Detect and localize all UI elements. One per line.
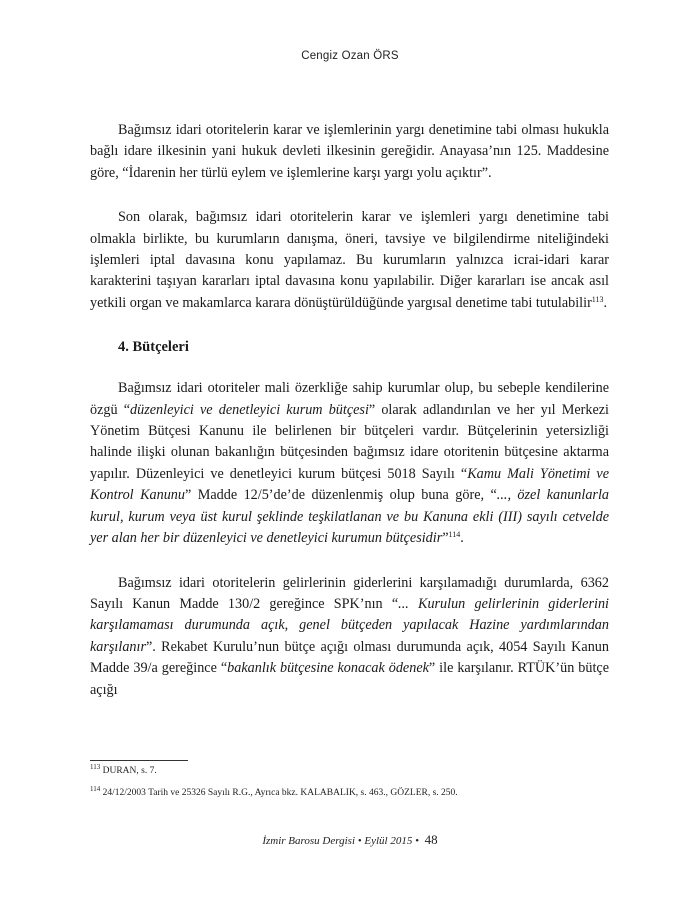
footnote-114 <box>90 787 609 799</box>
text-run: ” Madde 12/5’de’de düzenlenmiş olup buna göre, “ <box>185 487 497 504</box>
text-run: Bağımsız idari otoritelerin gelirlerinin giderlerini karşılamadığı durumlarda, 6362 Sayılı Kanun Madde 130/2 gereğince SPK’nın “ <box>90 574 609 612</box>
paragraph-budget-deficit <box>90 573 609 701</box>
text-run: ”. Rekabet Kurulu’nun bütçe açığı olması durumunda açık, 4054 Sayılı Kanun Madde 39/a gereğince “ <box>90 638 609 677</box>
main-text <box>90 120 609 724</box>
text-run: ” ile karşılanır. RTÜK’ün bütçe açığı <box>90 660 609 698</box>
author-name: Cengiz Ozan ÖRS <box>301 50 399 62</box>
text-run: ” <box>442 530 449 547</box>
footnote-text: 24/12/2003 Tarih ve 25326 Sayılı R.G., Ayrıca bkz. KALABALIK, s. 463., GÖZLER, s. 250. <box>100 788 458 798</box>
running-header <box>0 50 700 62</box>
italic-run: Kamu Mali Yönetimi ve Kontrol Kanunu <box>90 465 609 504</box>
paragraph-advisory-acts: Son olarak, bağımsız idari otoritelerin karar ve işlemleri yargı denetimine tabi olmakla birlikte, bu kurumların danışma, öneri, tavsiye ve bilgilendirme niteliğindeki işlemleri iptal davasına konu yapılamaz. Bu kurumların yalnızca icrai-idari karar karakterini taşıyan kararları iptal davasına konu yapılabilir. Diğer kararları ise ancak asıl yetkili organ ve makamlarca karara dönüştürüldüğünde yargısal denetime tabi tutulabilir$^{113}$. <box>90 209 609 311</box>
journal-name: İzmir Barosu Dergisi • Eylül 2015 • <box>262 835 419 847</box>
paragraph-budgets <box>90 378 609 549</box>
section-heading: 4. Bütçeleri <box>118 339 189 356</box>
footnote-113 <box>90 765 609 777</box>
paragraph-text: Son olarak, bağımsız idari otoritelerin karar ve işlemleri yargı denetimine tabi olmakla birlikte, bu kurumların danışma, öneri, tavsiye ve bilgilendirme niteliğindeki işlemleri iptal davasına konu yapılamaz. Bu kurumların yalnızca icrai-idari karar karakterini taşıyan kararları iptal davasına konu yapılabilir. Diğer kararları ise ancak asıl yetkili organ ve makamlarca karara dönüştürüldüğünde yargısal denetime tabi tutulabilir <box>90 209 609 311</box>
footnote-text: DURAN, s. 7. <box>100 766 157 776</box>
text-run: Bağımsız idari otoriteler mali özerkliğe sahip kurumlar olup, bu sebeple kendilerine özgü “ <box>90 380 609 418</box>
text-run: . <box>460 530 464 547</box>
footnote-number: 113 <box>90 763 101 771</box>
footnote-ref-114[interactable]: 114 <box>448 530 461 540</box>
italic-run: bakanlık bütçesine konacak ödenek <box>227 660 429 677</box>
footnote-divider <box>90 760 188 761</box>
footnote-ref-113[interactable]: 113 <box>591 294 604 304</box>
italic-run: ..., özel kanunlarla kurul, kurum veya üst kurul şeklinde teşkilatlanan ve bu Kanuna ekli (III) sayılı cetvelde yer alan her bir düzenleyici ve denetleyici kurumun bütçesidir <box>90 487 609 547</box>
paragraph-text: Bağımsız idari otoritelerin karar ve işlemlerinin yargı denetimine tabi olması hukukla bağlı idare ilkesinin yani hukuk devleti ilkesinin gereğidir. Anayasa’nın 125. Maddesine göre, “İdarenin her türlü eylem ve işlemlerine karşı yargı yolu açıktır”. <box>90 122 609 181</box>
paragraph-judicial-review <box>90 120 609 184</box>
italic-run: düzenleyici ve denetleyici kurum bütçesi <box>130 401 369 418</box>
footnotes <box>90 765 609 809</box>
footnote-number: 114 <box>90 785 101 793</box>
italic-run: ... Kurulun gelirlerinin giderlerini karşılamaması durumunda açık, genel bütçeden yapılacak Hazine yardımlarından karşılanır <box>90 595 609 655</box>
text-run: ” olarak adlandırılan ve her yıl Merkezi Yönetim Bütçesi Kanunu ile belirlenen bir bütçeleri vardır. Bütçelerinin yetersizliği halinde ilişki olunan bakanlığın bütçesinden bağımsız idare otoritenin bütçesine aktarma yapılır. Düzenleyici ve denetleyici kurum bütçesi 5018 Sayılı “ <box>90 401 609 482</box>
page-number: 48 <box>424 832 438 847</box>
page-footer <box>0 832 700 848</box>
